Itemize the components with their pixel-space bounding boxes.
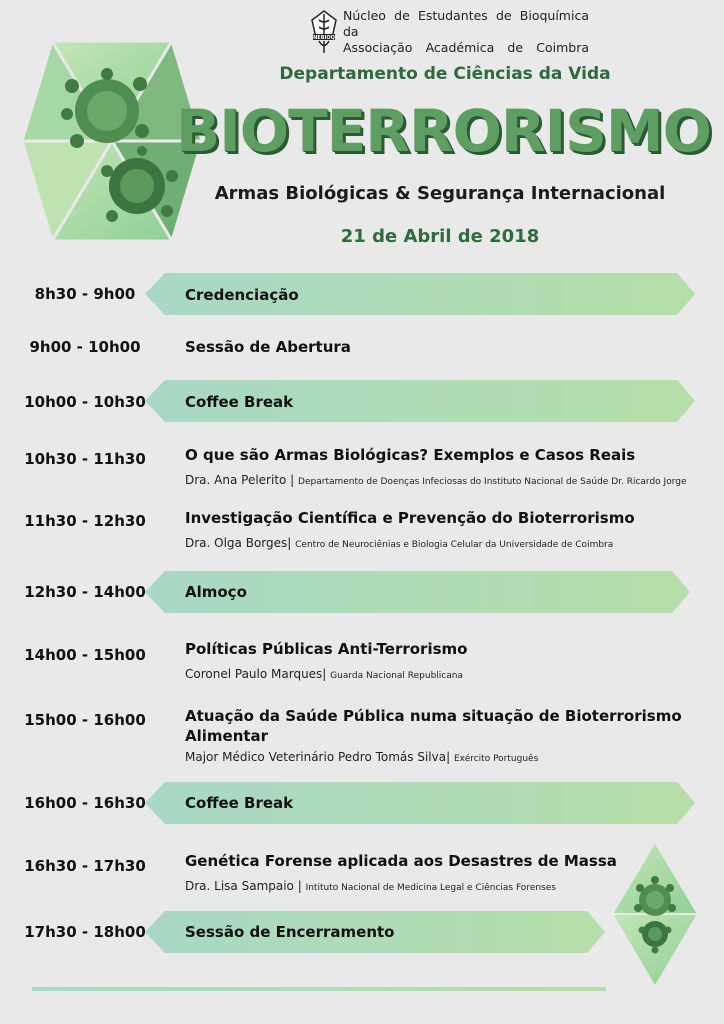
organization-name xyxy=(343,8,589,56)
bottom-divider xyxy=(32,987,606,991)
talk-title: O que são Armas Biológicas? Exemplos e Casos Reais xyxy=(185,446,636,464)
time-slot: 14h00 - 15h00 xyxy=(24,646,146,664)
speaker-name: Coronel Paulo Marques| xyxy=(185,667,331,681)
logo-text: NEBIOQ xyxy=(313,35,335,41)
talk-title: Genética Forense aplicada aos Desastres de Massa xyxy=(185,852,617,870)
time-slot: 16h30 - 17h30 xyxy=(24,857,146,875)
time-slot: 10h00 - 10h30 xyxy=(24,393,146,411)
speaker-affiliation: Exército Português xyxy=(453,754,539,764)
event-subtitle: Armas Biológicas & Segurança Internacional xyxy=(214,183,666,204)
session-label: Coffee Break xyxy=(185,794,294,812)
time-slot: 10h30 - 11h30 xyxy=(24,450,146,468)
session-label: Coffee Break xyxy=(185,393,294,411)
session-label: Credenciação xyxy=(185,286,299,304)
virus-hexagon-graphic xyxy=(22,36,202,246)
time-slot: 11h30 - 12h30 xyxy=(24,512,146,530)
time-slot: 8h30 - 9h00 xyxy=(34,285,136,303)
time-slot: 16h00 - 16h30 xyxy=(24,794,146,812)
virus-diamond-graphic xyxy=(612,842,698,987)
speaker-affiliation: Intituto Nacional de Medicina Legal e Ciências Forenses xyxy=(305,883,556,893)
speaker-name: Major Médico Veterinário Pedro Tomás Silva| xyxy=(185,750,454,764)
time-slot: 15h00 - 16h00 xyxy=(24,711,146,729)
talk-title: Atuação da Saúde Pública numa situação de Bioterrorismo Alimentar xyxy=(185,707,682,745)
event-title: BIOTERRORISMO xyxy=(176,97,711,165)
talk-title: Investigação Científica e Prevenção do Bioterrorismo xyxy=(185,509,635,527)
speaker-name: Dra. Ana Pelerito | xyxy=(185,473,299,487)
speaker-affiliation: Guarda Nacional Republicana xyxy=(330,671,463,681)
speaker xyxy=(185,667,463,681)
time-slot: 17h30 - 18h00 xyxy=(24,923,146,941)
speaker-affiliation: Centro de Neurociênias e Biologia Celular da Universidade de Coimbra xyxy=(295,540,614,550)
speaker-affiliation: Departamento de Doenças Infeciosas do Instituto Nacional de Saúde Dr. Ricardo Jorge xyxy=(298,477,687,487)
organization-logo xyxy=(311,10,337,54)
session-label: Sessão de Abertura xyxy=(185,338,351,356)
org-line-1: Núcleo de Estudantes de Bioquímica da xyxy=(343,8,589,39)
speaker-name: Dra. Olga Borges| xyxy=(185,536,296,550)
org-line-2: Associação Académica de Coimbra xyxy=(343,40,589,55)
speaker xyxy=(185,750,538,764)
speaker xyxy=(185,473,687,487)
session-label: Sessão de Encerramento xyxy=(185,923,395,941)
time-slot: 9h00 - 10h00 xyxy=(29,338,141,356)
speaker xyxy=(185,536,613,550)
session-label: Almoço xyxy=(185,583,247,601)
department-name: Departamento de Ciências da Vida xyxy=(279,64,611,84)
time-slot: 12h30 - 14h00 xyxy=(24,583,146,601)
speaker-name: Dra. Lisa Sampaio | xyxy=(185,879,306,893)
event-date: 21 de Abril de 2018 xyxy=(340,226,540,247)
speaker xyxy=(185,879,556,893)
talk-title: Políticas Públicas Anti-Terrorismo xyxy=(185,640,468,658)
